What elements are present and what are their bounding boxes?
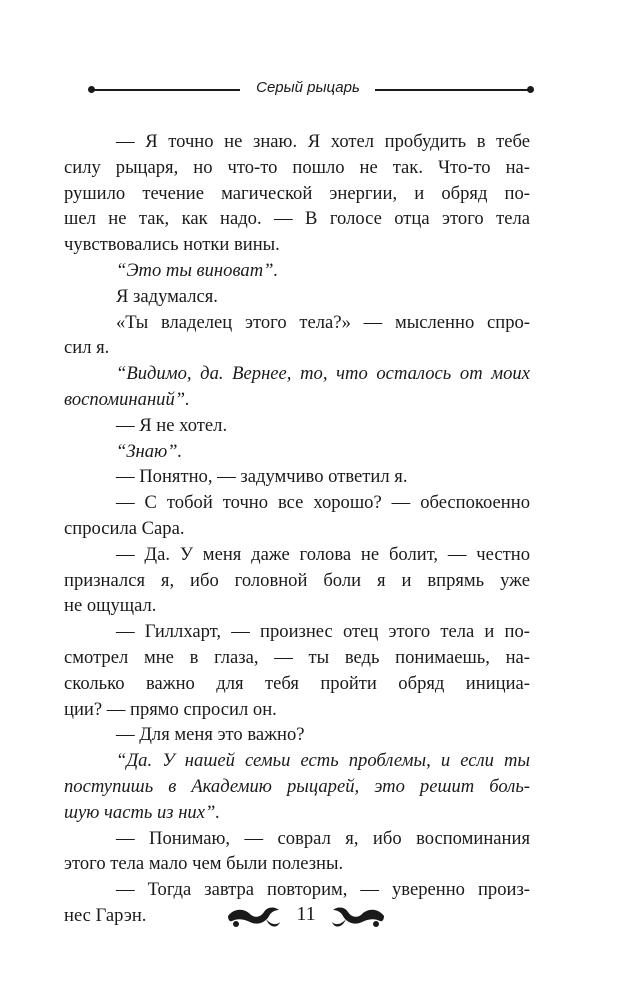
running-title: Серый рыцарь bbox=[256, 79, 360, 96]
text-line: чувствовались нотки вины. bbox=[64, 234, 280, 256]
paragraph bbox=[64, 310, 530, 362]
header-rule-right bbox=[375, 89, 530, 91]
paragraph bbox=[64, 129, 530, 258]
paragraph bbox=[90, 439, 530, 465]
paragraph bbox=[90, 413, 530, 439]
text-line: Я задумался. bbox=[116, 285, 218, 307]
text-line: — С тобой точно все хорошо? — обеспокоенно bbox=[116, 492, 530, 514]
text-line: рушило течение магической энергии, и обряд по- bbox=[64, 182, 530, 204]
text-line: не ощущал. bbox=[64, 595, 157, 617]
text-line: силу рыцаря, но что-то пошло не так. Что-то на- bbox=[64, 156, 530, 178]
text-line: поступишь в Академию рыцарей, это решит боль- bbox=[64, 775, 530, 797]
scroll-ornament-icon bbox=[330, 902, 386, 932]
paragraph bbox=[64, 826, 530, 878]
text-line: — Понятно, — задумчиво ответил я. bbox=[116, 466, 408, 488]
paragraph bbox=[90, 722, 530, 748]
text-line: “Видимо, да. Вернее, то, что осталось от моих bbox=[116, 363, 530, 385]
text-line: — Я не хотел. bbox=[116, 414, 228, 436]
text-line: — Гиллхарт, — произнес отец этого тела и по- bbox=[116, 621, 530, 643]
paragraph bbox=[64, 361, 530, 413]
text-line: — Тогда завтра повторим, — уверенно произ- bbox=[116, 879, 530, 901]
text-line: нес Гарэн. bbox=[64, 904, 147, 926]
text-line: — Я точно не знаю. Я хотел пробудить в тебе bbox=[116, 131, 530, 152]
running-header bbox=[88, 78, 534, 100]
paragraph bbox=[90, 258, 530, 284]
text-line: — Понимаю, — соврал я, ибо воспоминания bbox=[116, 827, 530, 849]
text-line: “Это ты виноват”. bbox=[116, 259, 279, 281]
page-number: 11 bbox=[296, 903, 316, 925]
text-line: “Знаю”. bbox=[116, 440, 183, 462]
paragraph bbox=[64, 619, 530, 722]
text-line: ции? — прямо спросил он. bbox=[64, 698, 277, 720]
scroll-ornament-icon bbox=[226, 902, 282, 932]
text-line: этого тела мало чем были полезны. bbox=[64, 853, 344, 875]
paragraph bbox=[90, 284, 530, 310]
page-footer bbox=[226, 897, 386, 937]
body-text bbox=[64, 129, 530, 929]
text-line: спросила Сара. bbox=[64, 517, 185, 539]
text-line: признался я, ибо головной боли я и впрямь уже bbox=[64, 569, 530, 591]
text-line: шую часть из них”. bbox=[64, 801, 220, 823]
header-rule-left bbox=[92, 89, 240, 91]
paragraph bbox=[64, 542, 530, 619]
paragraph bbox=[64, 748, 530, 825]
text-line: “Да. У нашей семьи есть проблемы, и если ты bbox=[116, 750, 530, 772]
paragraph bbox=[90, 464, 530, 490]
text-line: «Ты владелец этого тела?» — мысленно спро- bbox=[116, 311, 530, 333]
text-line: воспоминаний”. bbox=[64, 388, 190, 410]
text-line: — Для меня это важно? bbox=[116, 724, 305, 746]
text-line: сил я. bbox=[64, 337, 110, 359]
text-line: шел не так, как надо. — В голосе отца этого тела bbox=[64, 208, 530, 230]
text-line: сколько важно для тебя пройти обряд инициа- bbox=[64, 672, 530, 694]
text-line: — Да. У меня даже голова не болит, — честно bbox=[116, 543, 530, 565]
header-dot-right bbox=[527, 86, 534, 93]
text-line: смотрел мне в глаза, — ты ведь понимаешь, на- bbox=[64, 646, 530, 668]
paragraph bbox=[64, 490, 530, 542]
